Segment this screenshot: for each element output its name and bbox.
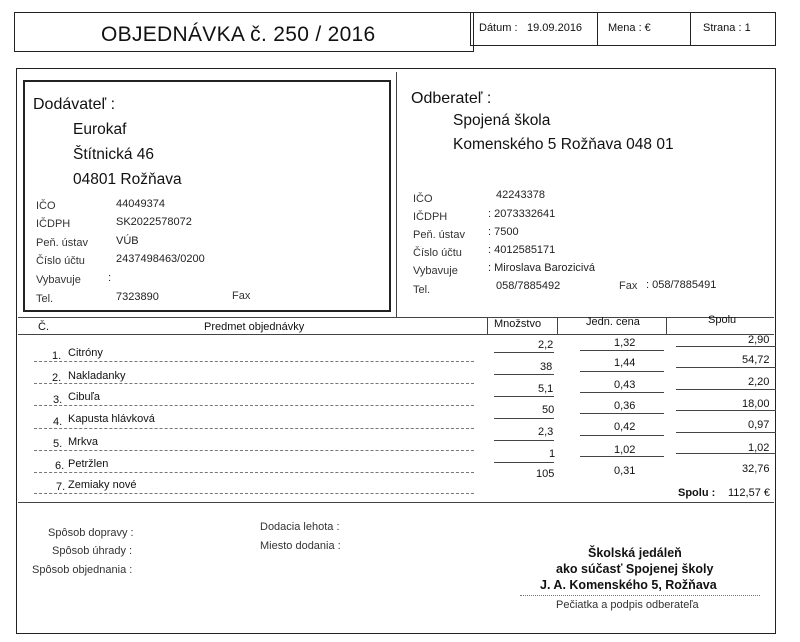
supplier-bank-value: VÚB (116, 235, 139, 247)
order-title: OBJEDNÁVKA č. 250 / 2016 (101, 23, 376, 46)
row-price: 0,36 (614, 400, 636, 412)
row-total: 32,76 (742, 463, 770, 475)
row-item: Zemiaky nové (68, 479, 137, 491)
row-rule-qty (494, 418, 554, 419)
row-rule-qty (494, 396, 554, 397)
supplier-tel-label: Tel. (36, 293, 54, 305)
row-rule-total (676, 346, 776, 347)
row-qty: 38 (540, 361, 553, 373)
customer-bank-label: Peň. ústav (413, 229, 465, 241)
supplier-heading: Dodávateľ : (33, 96, 116, 113)
currency: Mena : € (608, 22, 651, 34)
page-box (690, 12, 776, 46)
row-price: 1,02 (614, 444, 636, 456)
row-qty: 50 (542, 404, 555, 416)
page-number: Strana : 1 (703, 22, 751, 34)
supplier-contact-value: : (108, 272, 112, 284)
supplier-ico-value: 44049374 (116, 198, 165, 210)
row-total: 18,00 (742, 398, 770, 410)
date-label: Dátum : (479, 22, 518, 34)
customer-tel-value: 058/7885492 (496, 280, 561, 292)
supplier-bank-label: Peň. ústav (36, 237, 88, 249)
row-qty: 105 (536, 468, 555, 480)
customer-account-value: : 4012585171 (488, 244, 556, 256)
row-rule-price (580, 392, 664, 393)
supplier-icdph-value: SK2022578072 (116, 216, 192, 228)
stamp-line-3: J. A. Komenského 5, Rožňava (540, 578, 717, 592)
row-rule-qty (494, 440, 554, 441)
row-rule-total (676, 389, 776, 390)
row-rule-price (580, 413, 664, 414)
row-item: Mrkva (68, 436, 98, 448)
customer-fax-value: : 058/7885491 (646, 279, 717, 291)
supplier-name: Eurokaf (73, 121, 127, 138)
table-bottom-rule (18, 502, 774, 503)
supplier-icdph-label: IČDPH (36, 218, 71, 230)
customer-address: Komenského 5 Rožňava 048 01 (453, 136, 674, 153)
row-no: 4. (53, 416, 63, 428)
customer-divider (396, 72, 397, 318)
col-header-qty: Množstvo (494, 318, 542, 330)
row-price: 1,32 (614, 337, 636, 349)
payment-label: Spôsob úhrady : (52, 545, 133, 557)
row-rule (34, 493, 474, 494)
row-rule (34, 450, 474, 451)
row-rule-price (580, 350, 664, 351)
customer-icdph-value: : 2073332641 (488, 208, 556, 220)
row-item: Citróny (68, 347, 103, 359)
row-rule-price (580, 456, 664, 457)
row-total: 2,20 (748, 376, 770, 388)
row-item: Petržlen (68, 458, 109, 470)
date-box (470, 12, 598, 46)
col-header-price: Jedn. cena (586, 316, 640, 328)
row-item: Cibuľa (68, 391, 100, 403)
customer-fax-label: Fax (619, 280, 638, 292)
customer-account-label: Číslo účtu (413, 247, 462, 259)
ordering-label: Spôsob objednania : (32, 564, 133, 576)
customer-heading: Odberateľ : (411, 90, 492, 107)
date-value: 19.09.2016 (527, 22, 583, 34)
row-rule (34, 428, 474, 429)
delivery-place-label: Miesto dodania : (260, 540, 341, 552)
row-rule (34, 472, 474, 473)
table-header-rule (18, 334, 774, 335)
col-divider-qty (487, 317, 488, 335)
customer-bank-value: : 7500 (488, 226, 519, 238)
sum-label: Spolu : (678, 487, 716, 499)
supplier-fax-label: Fax (232, 290, 251, 302)
supplier-contact-label: Vybavuje (36, 274, 81, 286)
col-header-item: Predmet objednávky (204, 321, 305, 333)
supplier-account-label: Číslo účtu (36, 255, 85, 267)
row-price: 1,44 (614, 357, 636, 369)
sum-value: 112,57 € (728, 487, 771, 499)
row-rule-total (676, 410, 776, 411)
customer-ico-label: IČO (413, 193, 433, 205)
row-price: 0,43 (614, 379, 636, 391)
transport-label: Spôsob dopravy : (48, 527, 134, 539)
row-rule-qty (494, 462, 554, 463)
row-rule-qty (494, 374, 554, 375)
row-no: 1. (52, 350, 62, 362)
row-rule (34, 405, 474, 406)
signature-label: Pečiatka a podpis odberateľa (556, 599, 699, 611)
row-qty: 2,2 (538, 339, 554, 351)
col-divider-price (557, 317, 558, 335)
row-price: 0,31 (614, 465, 636, 477)
row-rule-total (676, 367, 776, 368)
row-item: Nakladanky (68, 370, 126, 382)
row-rule-price (580, 371, 664, 372)
row-rule-total (676, 432, 776, 433)
customer-tel-label: Tel. (413, 284, 431, 296)
row-no: 2. (52, 372, 62, 384)
row-total: 2,90 (748, 334, 770, 346)
col-divider-total (666, 317, 667, 335)
row-rule-total (676, 453, 776, 454)
table-top-rule (18, 317, 774, 318)
customer-ico-value: 42243378 (496, 189, 545, 201)
row-no: 6. (55, 460, 65, 472)
row-rule-price (580, 435, 664, 436)
row-total: 54,72 (742, 354, 770, 366)
stamp-line-1: Školská jedáleň (588, 546, 682, 560)
row-rule (34, 361, 474, 362)
signature-line (520, 595, 760, 596)
stamp-line-2: ako súčasť Spojenej školy (556, 562, 714, 576)
row-no: 3. (53, 394, 63, 406)
row-no: 7. (56, 481, 66, 493)
customer-icdph-label: IČDPH (413, 211, 448, 223)
delivery-term-label: Dodacia lehota : (260, 521, 340, 533)
supplier-city: 04801 Rožňava (73, 171, 182, 188)
customer-contact-value: : Miroslava Barozicivá (488, 262, 595, 274)
customer-contact-label: Vybavuje (413, 265, 458, 277)
header-title-box (14, 12, 474, 52)
row-total: 1,02 (748, 442, 770, 454)
supplier-tel-value: 7323890 (116, 291, 159, 303)
row-total: 0,97 (748, 419, 770, 431)
supplier-ico-label: IČO (36, 200, 56, 212)
row-rule (34, 383, 474, 384)
row-price: 0,42 (614, 421, 636, 433)
row-item: Kapusta hlávková (68, 413, 155, 425)
row-qty: 5,1 (538, 383, 554, 395)
col-header-total: Spolu (708, 314, 737, 326)
row-no: 5. (53, 438, 63, 450)
col-header-no: Č. (38, 321, 49, 333)
row-rule-qty (494, 352, 554, 353)
supplier-street: Štítnická 46 (73, 146, 154, 163)
row-qty: 1 (549, 448, 556, 460)
currency-box (597, 12, 691, 46)
supplier-account-value: 2437498463/0200 (116, 253, 205, 265)
row-qty: 2,3 (538, 426, 554, 438)
customer-name: Spojená škola (453, 112, 551, 129)
